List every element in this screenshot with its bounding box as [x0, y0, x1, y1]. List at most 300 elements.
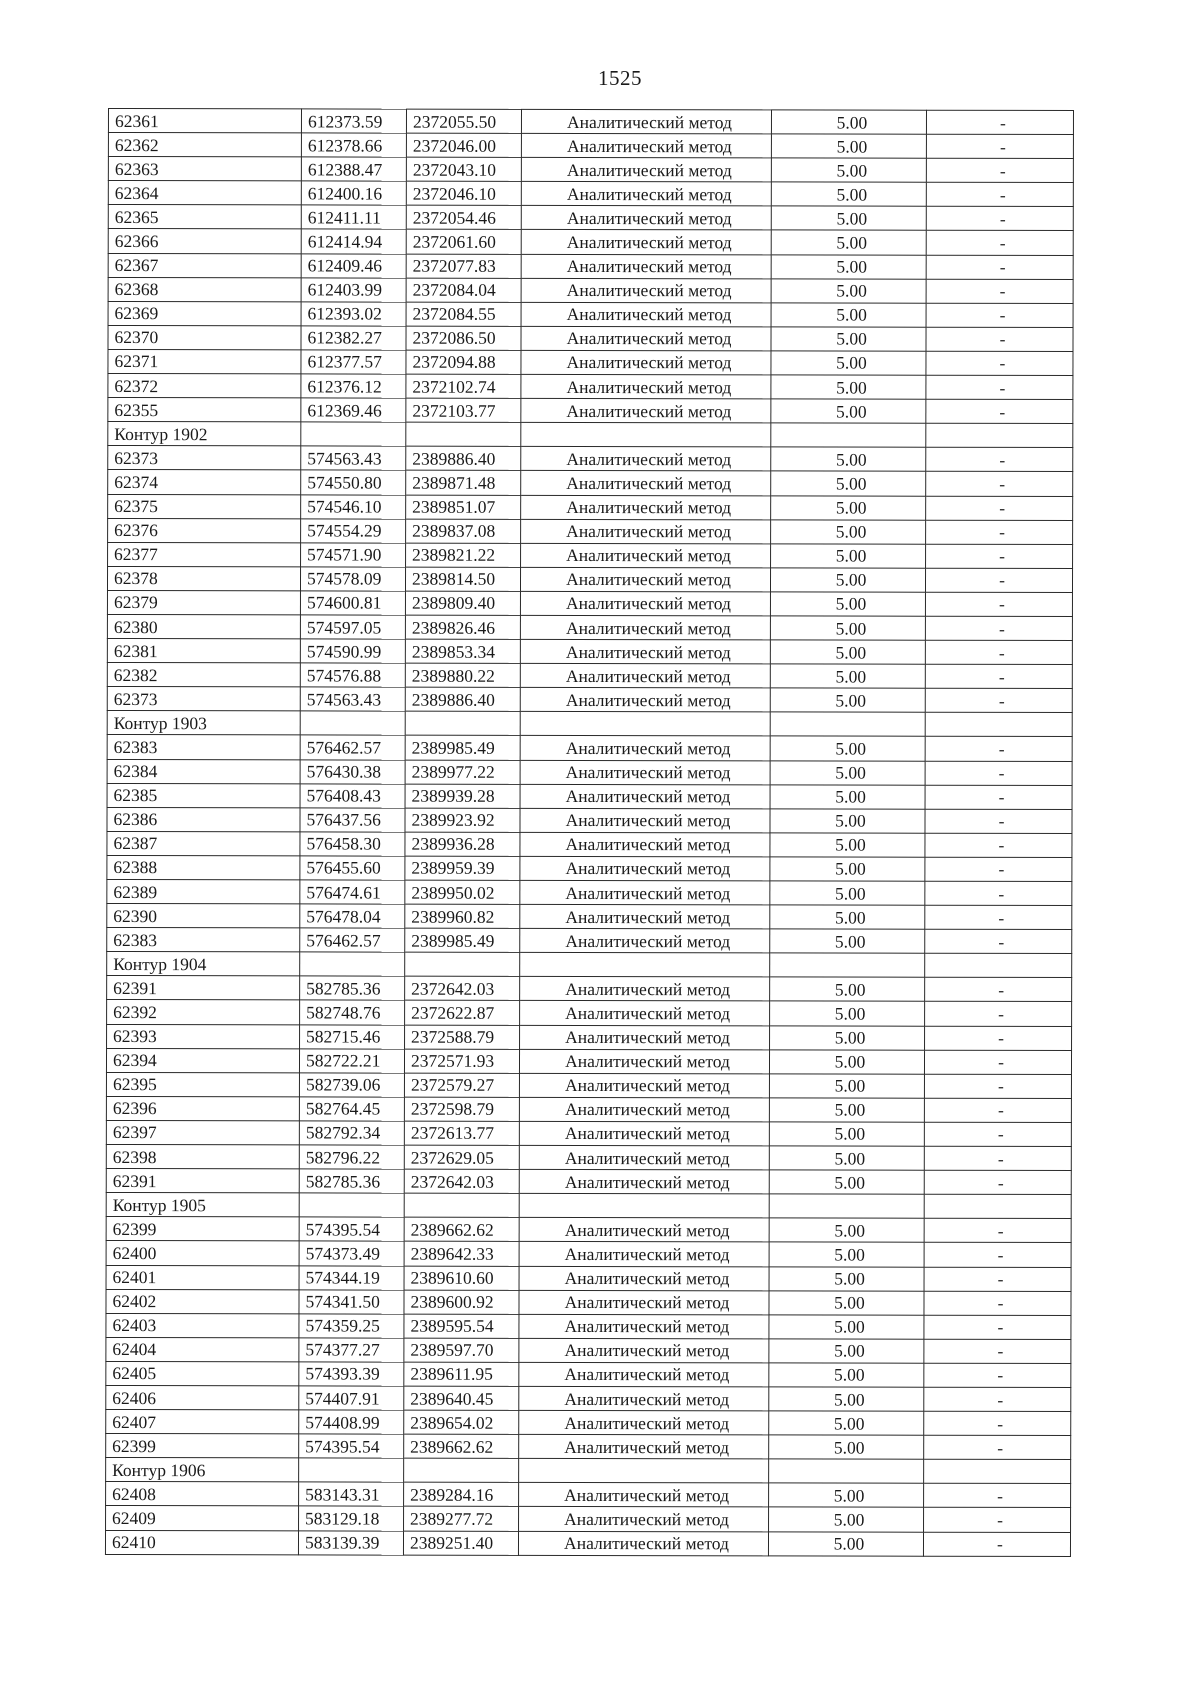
note-cell: - [925, 592, 1072, 616]
y-coordinate-cell: 2389640.45 [404, 1386, 519, 1410]
y-coordinate-cell: 2389662.62 [404, 1434, 519, 1458]
empty-cell [771, 423, 926, 447]
point-id-cell: 62404 [106, 1337, 299, 1361]
note-cell: - [926, 496, 1073, 520]
point-id-cell: 62365 [108, 205, 301, 229]
error-cell: 5.00 [769, 1074, 924, 1098]
method-cell: Аналитический метод [519, 1218, 769, 1243]
note-cell: - [926, 134, 1073, 158]
y-coordinate-cell: 2372043.10 [406, 157, 521, 181]
note-cell: - [926, 279, 1073, 303]
x-coordinate-cell: 574550.80 [301, 470, 406, 494]
point-id-cell: 62371 [108, 349, 301, 373]
note-cell: - [925, 857, 1072, 881]
note-cell: - [924, 1315, 1071, 1339]
note-cell: - [925, 881, 1072, 905]
method-cell: Аналитический метод [521, 158, 771, 183]
table-row [106, 1385, 1071, 1411]
table-row [107, 807, 1072, 833]
x-coordinate-cell: 576430.38 [300, 759, 405, 783]
x-coordinate-cell: 612409.46 [301, 253, 406, 277]
note-cell: - [924, 1411, 1071, 1435]
y-coordinate-cell: 2372086.50 [406, 326, 521, 350]
x-coordinate-cell: 612400.16 [301, 181, 406, 205]
point-id-cell: 62405 [106, 1361, 299, 1385]
y-coordinate-cell: 2389871.48 [406, 471, 521, 495]
note-cell: - [924, 1098, 1071, 1122]
error-cell: 5.00 [771, 230, 926, 254]
method-cell: Аналитический метод [521, 109, 771, 134]
table-row [106, 1072, 1071, 1098]
method-cell: Аналитический метод [519, 1338, 769, 1363]
method-cell: Аналитический метод [519, 1435, 769, 1460]
x-coordinate-cell: 576462.57 [300, 735, 405, 759]
table-row [107, 590, 1072, 616]
point-id-cell: 62363 [108, 157, 301, 181]
point-id-cell: 62380 [107, 614, 300, 638]
x-coordinate-cell: 574373.49 [299, 1241, 404, 1265]
table-row [106, 1048, 1071, 1074]
table-row [107, 976, 1072, 1002]
method-cell: Аналитический метод [520, 615, 770, 640]
table-row [108, 109, 1073, 135]
y-coordinate-cell: 2389886.40 [405, 687, 520, 711]
x-coordinate-cell: 574563.43 [300, 687, 405, 711]
y-coordinate-cell: 2389595.54 [404, 1314, 519, 1338]
point-id-cell: 62394 [106, 1048, 299, 1072]
point-id-cell: 62399 [106, 1434, 299, 1458]
method-cell: Аналитический метод [519, 1145, 769, 1170]
y-coordinate-cell: 2389959.39 [405, 856, 520, 880]
note-cell: - [926, 399, 1073, 423]
y-coordinate-cell: 2372622.87 [405, 1001, 520, 1025]
empty-cell [520, 953, 770, 978]
error-cell: 5.00 [771, 447, 926, 471]
contour-header-row [106, 1458, 1071, 1484]
contour-header-row [108, 422, 1073, 448]
point-id-cell: 62355 [108, 398, 301, 422]
method-cell: Аналитический метод [520, 1025, 770, 1050]
method-cell: Аналитический метод [519, 1266, 769, 1291]
y-coordinate-cell: 2389597.70 [404, 1338, 519, 1362]
point-id-cell: 62369 [108, 301, 301, 325]
note-cell: - [926, 520, 1073, 544]
empty-cell [519, 1194, 769, 1219]
note-cell: - [924, 1146, 1071, 1170]
error-cell: 5.00 [771, 279, 926, 303]
contour-label: Контур 1903 [107, 711, 300, 735]
note-cell: - [925, 809, 1072, 833]
y-coordinate-cell: 2372629.05 [404, 1145, 519, 1169]
note-cell: - [925, 929, 1072, 953]
y-coordinate-cell: 2389284.16 [404, 1482, 519, 1506]
error-cell: 5.00 [770, 736, 925, 760]
point-id-cell: 62407 [106, 1410, 299, 1434]
error-cell: 5.00 [770, 785, 925, 809]
method-cell: Аналитический метод [519, 1386, 769, 1411]
table-row [108, 398, 1073, 424]
empty-cell [405, 952, 520, 976]
point-id-cell: 62408 [106, 1482, 299, 1506]
x-coordinate-cell: 574597.05 [300, 615, 405, 639]
x-coordinate-cell: 582785.36 [299, 1169, 404, 1193]
note-cell: - [924, 1484, 1071, 1508]
method-cell: Аналитический метод [520, 664, 770, 689]
method-cell: Аналитический метод [519, 1097, 769, 1122]
y-coordinate-cell: 2389251.40 [403, 1531, 518, 1555]
error-cell: 5.00 [771, 544, 926, 568]
table-row [107, 566, 1072, 592]
note-cell: - [926, 303, 1073, 327]
y-coordinate-cell: 2372598.79 [404, 1097, 519, 1121]
x-coordinate-cell: 612369.46 [301, 398, 406, 422]
error-cell: 5.00 [770, 929, 925, 953]
x-coordinate-cell: 576474.61 [300, 880, 405, 904]
table-row [108, 446, 1073, 472]
point-id-cell: 62384 [107, 759, 300, 783]
point-id-cell: 62410 [105, 1530, 298, 1554]
method-cell: Аналитический метод [521, 519, 771, 544]
table-row [107, 904, 1072, 930]
table-row [106, 1434, 1071, 1460]
x-coordinate-cell: 582792.34 [299, 1121, 404, 1145]
y-coordinate-cell: 2372588.79 [405, 1025, 520, 1049]
table-row [108, 349, 1073, 375]
table-row [108, 253, 1073, 279]
y-coordinate-cell: 2389826.46 [405, 615, 520, 639]
table-row [106, 1096, 1071, 1122]
x-coordinate-cell: 612393.02 [301, 302, 406, 326]
empty-cell [521, 423, 771, 448]
table-row [108, 277, 1073, 303]
point-id-cell: 62373 [108, 446, 301, 470]
note-cell: - [925, 833, 1072, 857]
point-id-cell: 62389 [107, 879, 300, 903]
note-cell: - [924, 1508, 1071, 1532]
note-cell: - [925, 737, 1072, 761]
error-cell: 5.00 [770, 640, 925, 664]
y-coordinate-cell: 2372046.00 [406, 133, 521, 157]
method-cell: Аналитический метод [520, 688, 770, 713]
table-row [107, 663, 1072, 689]
x-coordinate-cell: 612373.59 [301, 109, 406, 133]
method-cell: Аналитический метод [521, 302, 771, 327]
method-cell: Аналитический метод [521, 398, 771, 423]
method-cell: Аналитический метод [521, 326, 771, 351]
note-cell: - [924, 1339, 1071, 1363]
error-cell: 5.00 [771, 206, 926, 230]
point-id-cell: 62387 [107, 831, 300, 855]
method-cell: Аналитический метод [520, 736, 770, 761]
y-coordinate-cell: 2372642.03 [405, 976, 520, 1000]
table-row [108, 470, 1073, 496]
contour-label: Контур 1902 [108, 422, 301, 446]
x-coordinate-cell: 574377.27 [299, 1338, 404, 1362]
method-cell: Аналитический метод [520, 760, 770, 785]
note-cell: - [924, 1074, 1071, 1098]
point-id-cell: 62374 [108, 470, 301, 494]
note-cell: - [924, 1050, 1071, 1074]
table-row [108, 301, 1073, 327]
y-coordinate-cell: 2389600.92 [404, 1290, 519, 1314]
x-coordinate-cell: 612414.94 [301, 229, 406, 253]
point-id-cell: 62396 [106, 1096, 299, 1120]
point-id-cell: 62381 [107, 639, 300, 663]
error-cell: 5.00 [769, 1435, 924, 1459]
point-id-cell: 62366 [108, 229, 301, 253]
point-id-cell: 62401 [106, 1265, 299, 1289]
empty-cell [924, 1194, 1071, 1218]
x-coordinate-cell: 574359.25 [299, 1314, 404, 1338]
table-row [107, 1000, 1072, 1026]
method-cell: Аналитический метод [521, 374, 771, 399]
empty-cell [925, 953, 1072, 977]
y-coordinate-cell: 2372094.88 [406, 350, 521, 374]
error-cell: 5.00 [771, 110, 926, 134]
empty-cell [520, 712, 770, 737]
x-coordinate-cell: 574563.43 [301, 446, 406, 470]
point-id-cell: 62361 [108, 109, 301, 133]
point-id-cell: 62364 [108, 181, 301, 205]
coordinates-table [105, 108, 1074, 1557]
y-coordinate-cell: 2389960.82 [405, 904, 520, 928]
error-cell: 5.00 [770, 1001, 925, 1025]
x-coordinate-cell: 576408.43 [300, 784, 405, 808]
table-row [107, 614, 1072, 640]
error-cell: 5.00 [770, 616, 925, 640]
note-cell: - [925, 785, 1072, 809]
point-id-cell: 62370 [108, 325, 301, 349]
x-coordinate-cell: 574407.91 [299, 1386, 404, 1410]
table-row [108, 205, 1073, 231]
contour-label: Контур 1904 [107, 952, 300, 976]
error-cell: 5.00 [770, 881, 925, 905]
error-cell: 5.00 [771, 519, 926, 543]
error-cell: 5.00 [770, 905, 925, 929]
empty-cell [406, 422, 521, 446]
y-coordinate-cell: 2389985.49 [405, 928, 520, 952]
note-cell: - [926, 255, 1073, 279]
x-coordinate-cell: 582739.06 [299, 1073, 404, 1097]
note-cell: - [924, 1387, 1071, 1411]
note-cell: - [923, 1532, 1070, 1556]
x-coordinate-cell: 574408.99 [299, 1410, 404, 1434]
y-coordinate-cell: 2389662.62 [404, 1217, 519, 1241]
error-cell: 5.00 [769, 1266, 924, 1290]
x-coordinate-cell: 582785.36 [300, 976, 405, 1000]
x-coordinate-cell: 583129.18 [299, 1506, 404, 1530]
method-cell: Аналитический метод [520, 567, 770, 592]
point-id-cell: 62386 [107, 807, 300, 831]
y-coordinate-cell: 2372102.74 [406, 374, 521, 398]
error-cell: 5.00 [770, 760, 925, 784]
table-row [107, 928, 1072, 954]
x-coordinate-cell: 574395.54 [299, 1217, 404, 1241]
note-cell: - [924, 1363, 1071, 1387]
error-cell: 5.00 [770, 977, 925, 1001]
x-coordinate-cell: 574546.10 [301, 494, 406, 518]
empty-cell [299, 1458, 404, 1482]
method-cell: Аналитический метод [520, 904, 770, 929]
error-cell: 5.00 [769, 1122, 924, 1146]
y-coordinate-cell: 2389610.60 [404, 1266, 519, 1290]
x-coordinate-cell: 612376.12 [301, 374, 406, 398]
method-cell: Аналитический метод [520, 784, 770, 809]
y-coordinate-cell: 2389837.08 [406, 519, 521, 543]
note-cell: - [924, 1435, 1071, 1459]
x-coordinate-cell: 576455.60 [300, 856, 405, 880]
method-cell: Аналитический метод [519, 1049, 769, 1074]
error-cell: 5.00 [771, 158, 926, 182]
error-cell: 5.00 [769, 1218, 924, 1242]
table-row [106, 1410, 1071, 1436]
y-coordinate-cell: 2389950.02 [405, 880, 520, 904]
table-row [106, 1145, 1071, 1171]
method-cell: Аналитический метод [521, 133, 771, 158]
table-row [106, 1241, 1071, 1267]
y-coordinate-cell: 2372054.46 [406, 205, 521, 229]
y-coordinate-cell: 2389977.22 [405, 760, 520, 784]
method-cell: Аналитический метод [519, 1169, 769, 1194]
x-coordinate-cell: 582796.22 [299, 1145, 404, 1169]
x-coordinate-cell: 574576.88 [300, 663, 405, 687]
y-coordinate-cell: 2389923.92 [405, 808, 520, 832]
point-id-cell: 62388 [107, 855, 300, 879]
y-coordinate-cell: 2389642.33 [404, 1242, 519, 1266]
y-coordinate-cell: 2389821.22 [406, 543, 521, 567]
error-cell: 5.00 [770, 1025, 925, 1049]
y-coordinate-cell: 2372084.55 [406, 302, 521, 326]
error-cell: 5.00 [770, 592, 925, 616]
method-cell: Аналитический метод [521, 278, 771, 303]
point-id-cell: 62398 [106, 1145, 299, 1169]
method-cell: Аналитический метод [520, 856, 770, 881]
note-cell: - [926, 158, 1073, 182]
x-coordinate-cell: 612378.66 [301, 133, 406, 157]
note-cell: - [924, 1219, 1071, 1243]
table-row [107, 879, 1072, 905]
note-cell: - [926, 544, 1073, 568]
table-row [106, 1337, 1071, 1363]
method-cell: Аналитический метод [519, 1121, 769, 1146]
y-coordinate-cell: 2389654.02 [404, 1410, 519, 1434]
method-cell: Аналитический метод [519, 1073, 769, 1098]
error-cell: 5.00 [769, 1411, 924, 1435]
table-row [108, 133, 1073, 159]
error-cell: 5.00 [768, 1531, 923, 1555]
empty-cell [519, 1459, 769, 1484]
empty-cell [301, 422, 406, 446]
point-id-cell: 62406 [106, 1385, 299, 1409]
coordinates-table-body [105, 109, 1073, 1557]
y-coordinate-cell: 2372579.27 [404, 1073, 519, 1097]
x-coordinate-cell: 576478.04 [300, 904, 405, 928]
table-row [106, 1217, 1071, 1243]
y-coordinate-cell: 2389611.95 [404, 1362, 519, 1386]
table-row [106, 1265, 1071, 1291]
y-coordinate-cell: 2389886.40 [406, 446, 521, 470]
contour-header-row [107, 711, 1072, 737]
y-coordinate-cell: 2389853.34 [405, 639, 520, 663]
method-cell: Аналитический метод [521, 254, 771, 279]
error-cell: 5.00 [769, 1290, 924, 1314]
y-coordinate-cell: 2389939.28 [405, 784, 520, 808]
point-id-cell: 62400 [106, 1241, 299, 1265]
method-cell: Аналитический метод [519, 1483, 769, 1508]
point-id-cell: 62373 [107, 687, 300, 711]
error-cell: 5.00 [769, 1170, 924, 1194]
error-cell: 5.00 [771, 182, 926, 206]
point-id-cell: 62379 [107, 590, 300, 614]
x-coordinate-cell: 576437.56 [300, 808, 405, 832]
empty-cell [299, 1193, 404, 1217]
x-coordinate-cell: 582722.21 [299, 1049, 404, 1073]
method-cell: Аналитический метод [519, 1314, 769, 1339]
method-cell: Аналитический метод [519, 1362, 769, 1387]
note-cell: - [926, 231, 1073, 255]
empty-cell [924, 1459, 1071, 1483]
point-id-cell: 62367 [108, 253, 301, 277]
x-coordinate-cell: 612388.47 [301, 157, 406, 181]
note-cell: - [926, 182, 1073, 206]
point-id-cell: 62362 [108, 133, 301, 157]
x-coordinate-cell: 574341.50 [299, 1289, 404, 1313]
error-cell: 5.00 [771, 495, 926, 519]
note-cell: - [926, 327, 1073, 351]
method-cell: Аналитический метод [520, 639, 770, 664]
point-id-cell: 62399 [106, 1217, 299, 1241]
point-id-cell: 62383 [107, 928, 300, 952]
x-coordinate-cell: 582764.45 [299, 1097, 404, 1121]
table-row [107, 735, 1072, 761]
note-cell: - [925, 664, 1072, 688]
x-coordinate-cell: 574395.54 [299, 1434, 404, 1458]
point-id-cell: 62375 [108, 494, 301, 518]
note-cell: - [925, 568, 1072, 592]
table-row [107, 831, 1072, 857]
point-id-cell: 62391 [106, 1169, 299, 1193]
method-cell: Аналитический метод [520, 929, 770, 954]
note-cell: - [925, 905, 1072, 929]
point-id-cell: 62402 [106, 1289, 299, 1313]
point-id-cell: 62382 [107, 663, 300, 687]
note-cell: - [924, 1122, 1071, 1146]
y-coordinate-cell: 2389814.50 [405, 567, 520, 591]
y-coordinate-cell: 2372084.04 [406, 278, 521, 302]
table-row [108, 157, 1073, 183]
x-coordinate-cell: 612382.27 [301, 326, 406, 350]
table-row [108, 542, 1073, 568]
table-row [106, 1313, 1071, 1339]
method-cell: Аналитический метод [521, 471, 771, 496]
table-row [107, 639, 1072, 665]
empty-cell [404, 1458, 519, 1482]
y-coordinate-cell: 2372613.77 [404, 1121, 519, 1145]
error-cell: 5.00 [769, 1387, 924, 1411]
note-cell: - [926, 472, 1073, 496]
empty-cell [769, 1459, 924, 1483]
table-row [107, 783, 1072, 809]
y-coordinate-cell: 2372077.83 [406, 254, 521, 278]
note-cell: - [924, 1267, 1071, 1291]
x-coordinate-cell: 612377.57 [301, 350, 406, 374]
table-row [106, 1120, 1071, 1146]
method-cell: Аналитический метод [521, 350, 771, 375]
y-coordinate-cell: 2372103.77 [406, 398, 521, 422]
method-cell: Аналитический метод [521, 230, 771, 255]
error-cell: 5.00 [769, 1315, 924, 1339]
x-coordinate-cell: 574590.99 [300, 639, 405, 663]
